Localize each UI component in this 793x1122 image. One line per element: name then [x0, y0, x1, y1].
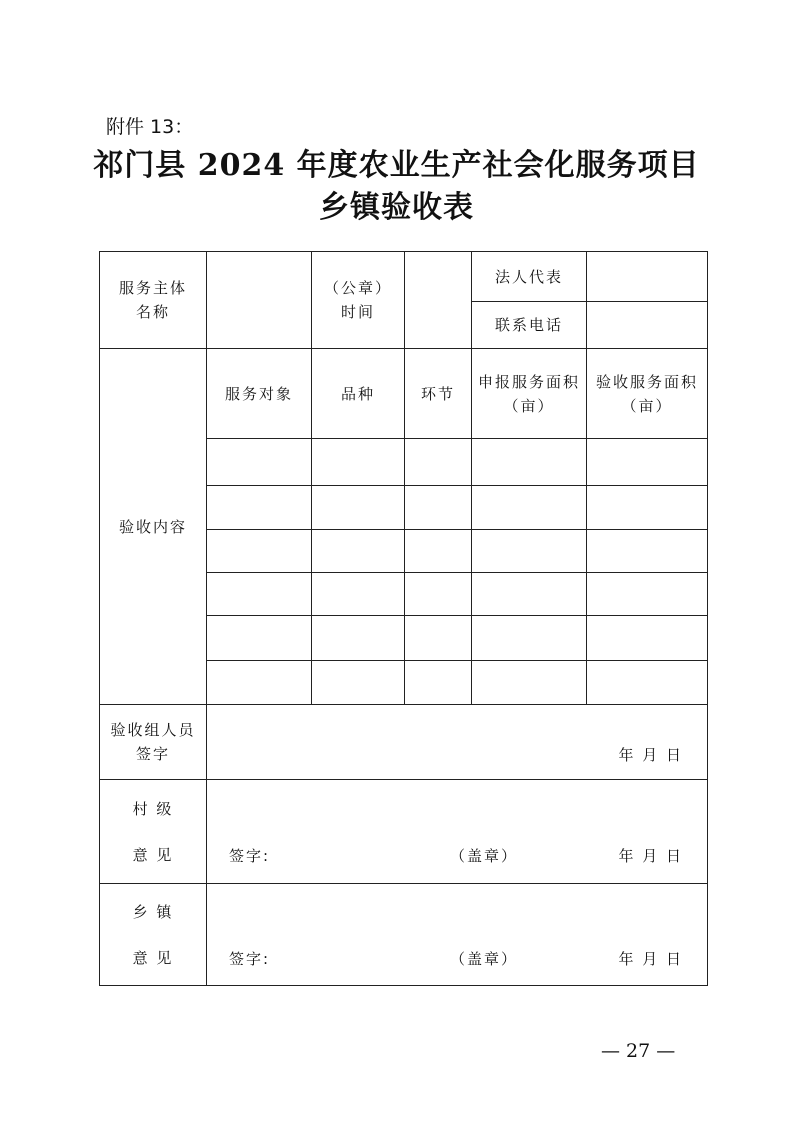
- village-opinion-field[interactable]: [207, 780, 708, 884]
- acceptance-content-label: 验收内容: [100, 349, 207, 705]
- table-cell[interactable]: [405, 573, 472, 616]
- legal-rep-label: 法人代表: [472, 252, 587, 302]
- col-header-declared-area: 申报服务面积 （亩）: [472, 349, 587, 439]
- attachment-label: 附件 13：: [106, 116, 194, 138]
- seal-label: （盖章）: [450, 847, 519, 866]
- table-cell[interactable]: [587, 661, 708, 705]
- village-opinion-label: 村 级 意 见: [100, 780, 207, 884]
- table-cell[interactable]: [312, 439, 405, 486]
- table-cell[interactable]: [207, 439, 312, 486]
- table-cell[interactable]: [207, 573, 312, 616]
- seal-time-label: （公章） 时间: [312, 252, 405, 349]
- table-cell[interactable]: [207, 661, 312, 705]
- seal-time-field[interactable]: [405, 252, 472, 349]
- table-cell[interactable]: [472, 486, 587, 530]
- sign-label: 签字:: [229, 847, 271, 866]
- contact-phone-label: 联系电话: [472, 302, 587, 349]
- table-cell[interactable]: [312, 616, 405, 661]
- table-cell[interactable]: [405, 439, 472, 486]
- table-cell[interactable]: [587, 616, 708, 661]
- table-cell[interactable]: [405, 530, 472, 573]
- table-cell[interactable]: [472, 439, 587, 486]
- table-cell[interactable]: [312, 573, 405, 616]
- acceptance-form-table: [99, 251, 708, 986]
- table-cell[interactable]: [405, 661, 472, 705]
- table-cell[interactable]: [587, 439, 708, 486]
- table-cell[interactable]: [312, 486, 405, 530]
- document-subtitle: 乡镇验收表: [319, 190, 474, 225]
- table-cell[interactable]: [587, 486, 708, 530]
- committee-signature-label: 验收组人员 签字: [100, 705, 207, 780]
- town-opinion-label: 乡 镇 意 见: [100, 884, 207, 986]
- table-cell[interactable]: [587, 573, 708, 616]
- seal-label: （盖章）: [450, 949, 519, 968]
- col-header-stage: 环节: [405, 349, 472, 439]
- committee-signature-field[interactable]: [207, 705, 708, 780]
- table-cell[interactable]: [207, 530, 312, 573]
- subject-name-field[interactable]: [207, 252, 312, 349]
- table-cell[interactable]: [207, 486, 312, 530]
- table-cell[interactable]: [472, 573, 587, 616]
- document-title: 祁门县 2024 年度农业生产社会化服务项目: [93, 148, 700, 183]
- date-label: 年 月 日: [618, 847, 683, 866]
- col-header-variety: 品种: [312, 349, 405, 439]
- table-cell[interactable]: [472, 616, 587, 661]
- table-cell[interactable]: [405, 616, 472, 661]
- table-cell[interactable]: [207, 616, 312, 661]
- table-cell[interactable]: [472, 661, 587, 705]
- date-label: 年 月 日: [618, 949, 683, 968]
- col-header-accepted-area: 验收服务面积 （亩）: [587, 349, 708, 439]
- subject-name-label: 服务主体 名称: [100, 252, 207, 349]
- table-cell[interactable]: [312, 661, 405, 705]
- page-number: — 27 —: [601, 1040, 676, 1062]
- legal-rep-field[interactable]: [587, 252, 708, 302]
- col-header-service-target: 服务对象: [207, 349, 312, 439]
- table-cell[interactable]: [472, 530, 587, 573]
- sign-label: 签字:: [229, 949, 271, 968]
- contact-phone-field[interactable]: [587, 302, 708, 349]
- town-opinion-field[interactable]: [207, 884, 708, 986]
- table-cell[interactable]: [587, 530, 708, 573]
- table-cell[interactable]: [312, 530, 405, 573]
- table-cell[interactable]: [405, 486, 472, 530]
- date-label: 年 月 日: [618, 746, 683, 765]
